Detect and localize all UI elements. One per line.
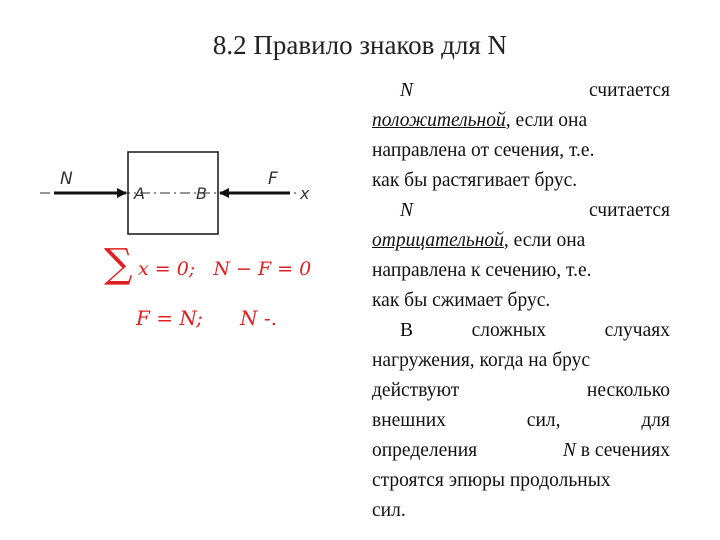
negative-term: отрицательной <box>372 230 504 251</box>
paragraph-complex <box>372 316 670 526</box>
label-A: A <box>134 184 145 203</box>
text-line <box>372 196 670 226</box>
sum-sign: ∑ <box>104 241 133 287</box>
text-line <box>372 436 670 466</box>
rules-text <box>372 76 670 526</box>
word: действуют <box>372 380 460 401</box>
equilibrium-equation: x = 0; N − F = 0 <box>138 258 312 280</box>
result-equation: F = N; <box>136 306 203 330</box>
text-line: сил. <box>372 500 406 521</box>
word: сложных <box>471 320 547 341</box>
text-line: как бы растягивает брус. <box>372 170 578 191</box>
word: несколько <box>586 380 670 401</box>
label-x: x <box>300 184 310 203</box>
label-B: B <box>196 184 207 203</box>
word: в сечениях <box>580 440 670 461</box>
positive-term: положительной <box>372 110 506 131</box>
text-line <box>372 76 670 106</box>
word: , если она <box>505 110 588 131</box>
result-N-symbol: N <box>240 306 258 330</box>
word: считается <box>589 80 670 101</box>
result-suffix: -. <box>257 306 277 330</box>
word: В <box>400 320 414 341</box>
word: внешних <box>372 410 446 431</box>
word: случаях <box>604 320 670 341</box>
text-line <box>372 406 670 436</box>
text-line: направлена к сечению, т.е. <box>372 260 592 281</box>
word: для <box>641 410 670 431</box>
text-line: строятся эпюры продольных <box>372 470 611 491</box>
text-line <box>372 226 670 256</box>
text-line <box>372 106 670 136</box>
label-F: F <box>268 169 278 189</box>
slide-title: 8.2 Правило знаков для N <box>212 30 508 60</box>
label-N: N <box>60 169 73 189</box>
result-N <box>240 306 277 330</box>
text-line <box>372 376 670 406</box>
text-line: нагружения, когда на брус <box>372 350 591 371</box>
word: считается <box>589 200 670 221</box>
word: определения <box>372 440 478 461</box>
word: , если она <box>503 230 586 251</box>
n-symbol: N <box>400 80 414 101</box>
text-line: как бы сжимает брус. <box>372 290 551 311</box>
text-line: направлена от сечения, т.е. <box>372 140 595 161</box>
n-symbol: N <box>562 440 576 461</box>
n-symbol: N <box>400 200 414 221</box>
word: сил, <box>526 410 561 431</box>
paragraph-positive <box>372 76 670 196</box>
text-line <box>372 316 670 346</box>
paragraph-negative <box>372 196 670 316</box>
